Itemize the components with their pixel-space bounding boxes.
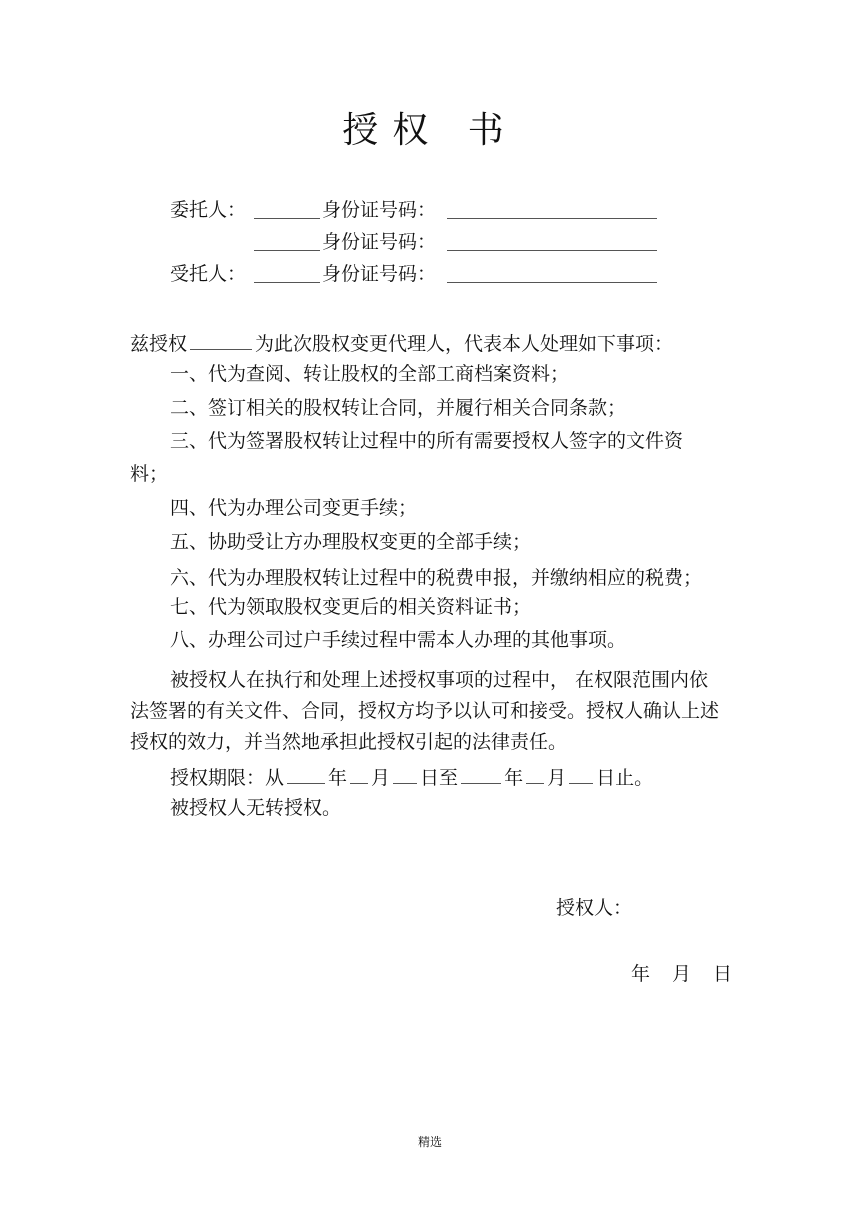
principal2-name-field[interactable] — [254, 228, 320, 251]
period-day-end: 日止。 — [596, 767, 654, 789]
document-title: 授权 书 — [342, 110, 518, 151]
signature-year: 年 — [631, 963, 651, 985]
period-month-2: 月 — [547, 767, 567, 789]
period-year: 年 — [328, 767, 348, 789]
agent-id-label: 身份证号码： — [322, 263, 437, 285]
end-day-field[interactable] — [569, 761, 593, 784]
footer-label: 精选 — [417, 1135, 442, 1149]
list-item: 一、代为查阅、转让股权的全部工商档案资料； — [170, 363, 570, 385]
list-item: 料； — [130, 463, 169, 485]
list-item: 七、代为领取股权变更后的相关资料证书； — [170, 596, 532, 618]
list-item: 三、代为签署股权转让过程中的所有需要授权人签字的文件资 — [170, 430, 684, 452]
list-item: 六、代为办理股权转让过程中的税费申报，并缴纳相应的税费； — [170, 567, 703, 589]
agent-name-field[interactable] — [254, 260, 320, 283]
signature-date — [631, 960, 732, 988]
principal-id-field[interactable] — [447, 196, 657, 219]
list-item: 四、代为办理公司变更手续； — [170, 497, 418, 519]
principal-name-field[interactable] — [254, 196, 320, 219]
authorized-person-field[interactable] — [190, 327, 252, 350]
paragraph-line: 授权的效力，并当然地承担此授权引起的法律责任。 — [130, 731, 568, 753]
period-month: 月 — [371, 767, 391, 789]
list-item: 二、签订相关的股权转让合同，并履行相关合同条款； — [170, 397, 627, 419]
principal2-id-field[interactable] — [447, 228, 657, 251]
agent-id-field[interactable] — [447, 260, 657, 283]
principal2-id-label: 身份证号码： — [322, 231, 437, 253]
list-item: 五、协助受让方办理股权变更的全部手续； — [170, 531, 532, 553]
agent-label: 受托人： — [170, 263, 247, 285]
principal-label: 委托人： — [170, 199, 247, 221]
signature-day: 日 — [713, 963, 733, 985]
intro-line — [130, 327, 673, 358]
paragraph-line: 法签署的有关文件、合同，授权方均予以认可和接受。授权人确认上述 — [130, 700, 720, 722]
signature-month: 月 — [672, 963, 692, 985]
end-month-field[interactable] — [526, 761, 544, 784]
start-year-field[interactable] — [287, 761, 325, 784]
period-year-2: 年 — [504, 767, 524, 789]
list-item: 八、办理公司过户手续过程中需本人办理的其他事项。 — [170, 629, 627, 651]
principal-id-label: 身份证号码： — [322, 199, 437, 221]
intro-prefix: 兹授权 — [130, 333, 188, 355]
period-line — [170, 761, 653, 792]
paragraph-line: 被授权人在执行和处理上述授权事项的过程中， 在权限范围内依 — [170, 669, 709, 691]
start-month-field[interactable] — [350, 761, 368, 784]
period-label: 授权期限：从 — [170, 767, 285, 789]
intro-suffix: 为此次股权变更代理人，代表本人处理如下事项： — [255, 333, 674, 355]
signature-label: 授权人： — [556, 897, 633, 919]
end-year-field[interactable] — [461, 761, 501, 784]
period-day-to: 日至 — [420, 767, 459, 789]
no-transfer-statement: 被授权人无转授权。 — [170, 797, 342, 819]
start-day-field[interactable] — [393, 761, 417, 784]
